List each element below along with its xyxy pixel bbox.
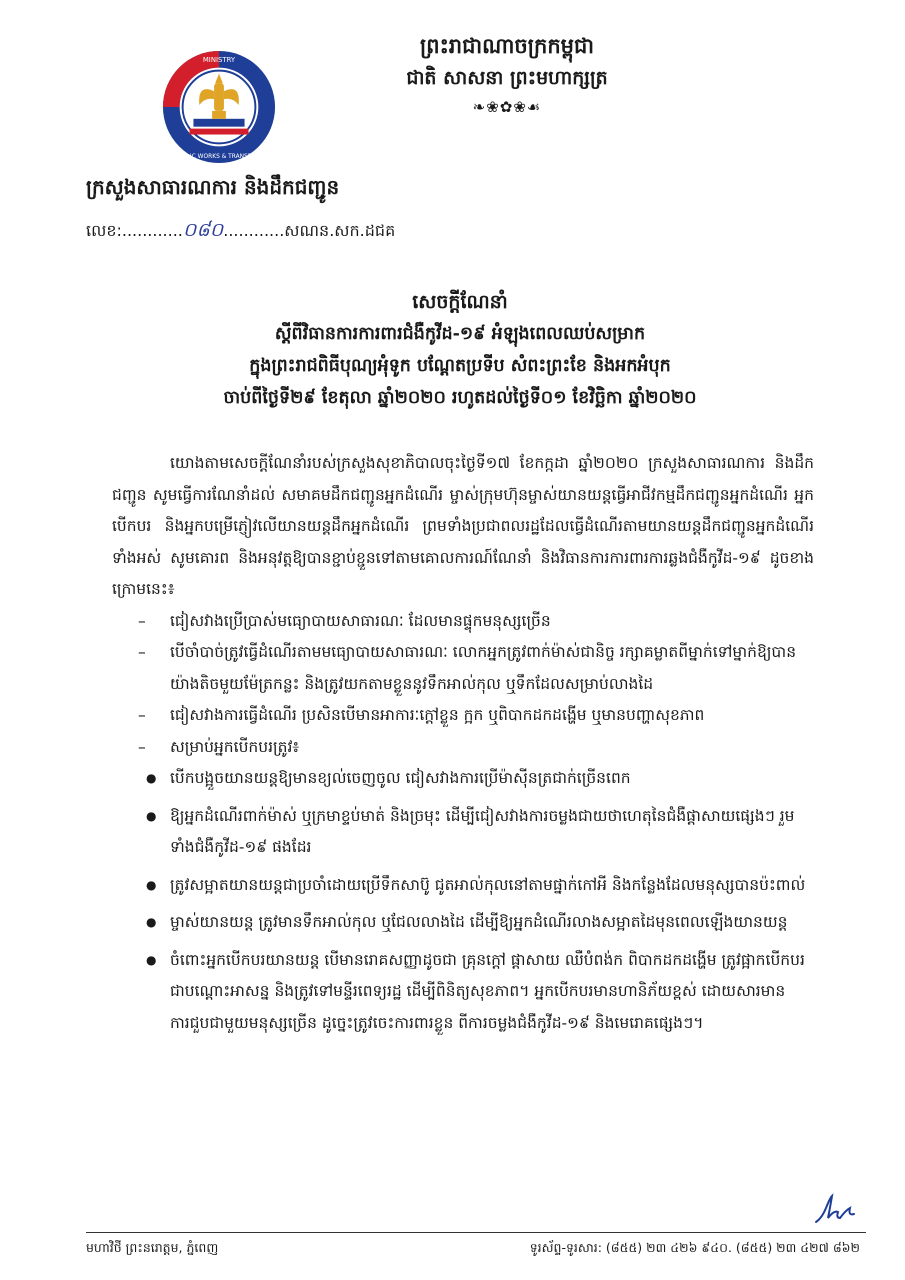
title-subject-line: ក្នុងព្រះរាជពិធីបុណ្យអុំទូក បណ្តែតប្រទីប សំពះព្រះខែ និងអកអំបុក bbox=[249, 356, 671, 376]
ornament-divider: ❧❀✿❀☙ bbox=[472, 98, 542, 116]
ministry-logo-seal bbox=[160, 48, 278, 166]
reference-dots: ............ bbox=[223, 221, 285, 240]
guideline-item: – សម្រាប់អ្នកបើកបរត្រូវ៖ bbox=[138, 737, 300, 756]
guideline-text: ជៀសវាងការធ្វើដំណើរ ប្រសិនបើមានអាការៈក្តៅខ្លួន ក្អក ឬពិបាកដកដង្ហើម ឬមានបញ្ហាសុខភាព bbox=[170, 706, 705, 724]
reference-number: ០៨០ bbox=[182, 219, 224, 241]
driver-rules-list bbox=[112, 763, 814, 1039]
kingdom-header bbox=[372, 30, 642, 120]
guideline-text: ជៀសវាងប្រើប្រាស់មធ្យោបាយសាធារណៈ ដែលមានផ្ទុកមនុស្សច្រើន bbox=[170, 611, 551, 630]
driver-rule-item bbox=[144, 945, 814, 1040]
footer-phone: ទូរស័ព្ទ-ទូរសារ: (៨៥៥) ២៣ ៤២៦ ៩៤០. (៨៥៥) ២៣ ៤២៧ ៨៦២ bbox=[529, 1240, 860, 1255]
guideline-text: សម្រាប់អ្នកបើកបរត្រូវ៖ bbox=[170, 737, 300, 756]
guideline-item: – ជៀសវាងប្រើប្រាស់មធ្យោបាយសាធារណៈ ដែលមានផ្ទុកមនុស្សច្រើន bbox=[138, 611, 551, 630]
footer-address: មហាវិថី ព្រះនរោត្តម, ភ្នំពេញ bbox=[86, 1240, 219, 1255]
bullet-icon: ● bbox=[146, 877, 157, 892]
signature-initials bbox=[812, 1188, 860, 1228]
driver-rule-text: ចំពោះអ្នកបើកបរយានយន្ត បើមានរោគសញ្ញាដូចជា គ្រុនក្តៅ ផ្តាសាយ ឈឺបំពង់ក ពិបាកដកដង្ហើម ត្រូវផ្អាកបើកបរជាបណ្តោះអាសន្ន និងត្រូវទៅមន្ទីរពេទ្យរដ្ឋ ដើម្បីពិនិត្យសុខភាព។ អ្នកបើកបរមានហានិភ័យខ្ពស់ ដោយសារមានការជួបជាមួយមនុស្សច្រើន ដូច្នេះត្រូវចេះការពារខ្លួន ពីការចម្លងជំងឺកូវីដ-១៩ និងមេរោគផ្សេងៗ។ bbox=[170, 950, 805, 1032]
intro-paragraph: យោងតាមសេចក្តីណែនាំរបស់ក្រសួងសុខាភិបាលចុះថ្ងៃទី១៧ ខែកក្កដា ឆ្នាំ២០២០ ក្រសួងសាធារណការ និងដឹកជញ្ជូន សូមធ្វើការណែនាំដល់ សមាគមដឹកជញ្ជូនអ្នកដំណើរ ម្ចាស់ក្រុមហ៊ុនម្ចាស់យានយន្តធ្វើអាជីវកម្មដឹកជញ្ជូនអ្នកដំណើរ អ្នកបើកបរ និងអ្នកបម្រើភ្ញៀវលើយានយន្តដឹកអ្នកដំណើរ ព្រមទាំងប្រជាពលរដ្ឋដែលធ្វើដំណើរតាមយានយន្តដឹកជញ្ជូនអ្នកដំណើរទាំងអស់ សូមគោរព និងអនុវត្តឱ្យបានខ្ជាប់ខ្ជួនទៅតាមគោលការណ៍ណែនាំ និងវិធានការការពារការឆ្លងជំងឺកូវីដ-១៩ ដូចខាងក្រោមនេះ៖ bbox=[112, 454, 814, 598]
driver-rule-text: បើកបង្អួចយានយន្តឱ្យមានខ្យល់ចេញចូល ជៀសវាងការប្រើម៉ាស៊ីនត្រជាក់ច្រើនពេក bbox=[170, 769, 631, 787]
bullet-icon: ● bbox=[146, 771, 157, 785]
title-subject-line: ស្តីពីវិធានការការពារជំងឺកូវីដ-១៩ អំឡុងពេលឈប់សម្រាក bbox=[274, 324, 646, 344]
guideline-item: – បើចាំបាច់ត្រូវធ្វើដំណើរតាមមធ្យោបាយសាធារណៈ លោកអ្នកត្រូវពាក់ម៉ាស់ជានិច្ច រក្សាគម្លាតពីម្នាក់ទៅម្នាក់ឱ្យបានយ៉ាងតិចមួយម៉ែត្រកន្លះ និងត្រូវយកតាមខ្លួននូវទឹកអាល់កុល ឬទឹកដែលសម្រាប់លាងដៃ bbox=[138, 643, 797, 693]
guideline-text: បើចាំបាច់ត្រូវធ្វើដំណើរតាមមធ្យោបាយសាធារណៈ លោកអ្នកត្រូវពាក់ម៉ាស់ជានិច្ច រក្សាគម្លាតពីម្នាក់ទៅម្នាក់ឱ្យបានយ៉ាងតិចមួយម៉ែត្រកន្លះ និងត្រូវយកតាមខ្លួននូវទឹកអាល់កុល ឬទឹកដែលសម្រាប់លាងដៃ bbox=[170, 643, 797, 693]
document-title: សេចក្តីណែនាំ bbox=[412, 291, 508, 313]
guideline-list bbox=[112, 606, 814, 764]
bullet-icon: ● bbox=[146, 915, 157, 929]
driver-rule-text: ម្ចាស់យានយន្ត ត្រូវមានទឹកអាល់កុល ឬជែលលាងដៃ ដើម្បីឱ្យអ្នកដំណើរលាងសម្អាតដៃមុនពេលឡើងយានយន្ត bbox=[170, 913, 788, 931]
title-date-range: ចាប់ពីថ្ងៃទី២៩ ខែតុលា ឆ្នាំ២០២០ រហូតដល់ថ្ងៃទី០១ ខែវិច្ឆិកា ឆ្នាំ២០២០ bbox=[223, 388, 697, 408]
ministry-name: ក្រសួងសាធារណការ និងដឹកជញ្ជូន bbox=[86, 175, 340, 199]
document-body bbox=[112, 448, 814, 1045]
footer-divider bbox=[86, 1232, 866, 1233]
driver-rule-item bbox=[144, 907, 814, 939]
svg-text:PUBLIC WORKS & TRANSPORT: PUBLIC WORKS & TRANSPORT bbox=[174, 154, 264, 161]
guideline-item: – ជៀសវាងការធ្វើដំណើរ ប្រសិនបើមានអាការៈក្តៅខ្លួន ក្អក ឬពិបាកដកដង្ហើម ឬមានបញ្ហាសុខភាព bbox=[138, 706, 705, 724]
reference-dots: ............ bbox=[121, 221, 183, 240]
reference-suffix: សណន.សក.ដជគ bbox=[284, 221, 396, 240]
reference-prefix: លេខ: bbox=[86, 221, 122, 240]
driver-rule-text: ត្រូវសម្អាតយានយន្តជាប្រចាំដោយប្រើទឹកសាប៊ូ ជូតអាល់កុលនៅតាមផ្នាក់កៅអី និងកន្លែងដែលមនុស្សបានប៉ះពាល់ bbox=[170, 875, 806, 894]
title-block bbox=[120, 286, 800, 414]
driver-rule-text: ឱ្យអ្នកដំណើរពាក់ម៉ាស់ ឬក្រមាខ្ទប់មាត់ និងច្រមុះ ដើម្បីជៀសវាងការចម្លងជាយថាហេតុនៃជំងឺផ្តាសាយផ្សេងៗ រួមទាំងជំងឺកូវីដ-១៩ ផងដែរ bbox=[170, 806, 795, 856]
bullet-icon: ● bbox=[146, 952, 157, 967]
national-motto: ជាតិ សាសនា ព្រះមហាក្សត្រ bbox=[406, 67, 608, 89]
svg-text:MINISTRY: MINISTRY bbox=[202, 55, 236, 64]
driver-rule-item bbox=[144, 870, 814, 902]
kingdom-name: ព្រះរាជាណាចក្រកម្ពុជា bbox=[419, 33, 594, 58]
bullet-icon: ● bbox=[146, 808, 157, 823]
driver-rule-item bbox=[144, 801, 814, 864]
reference-line bbox=[86, 218, 395, 246]
driver-rule-item bbox=[144, 763, 814, 795]
